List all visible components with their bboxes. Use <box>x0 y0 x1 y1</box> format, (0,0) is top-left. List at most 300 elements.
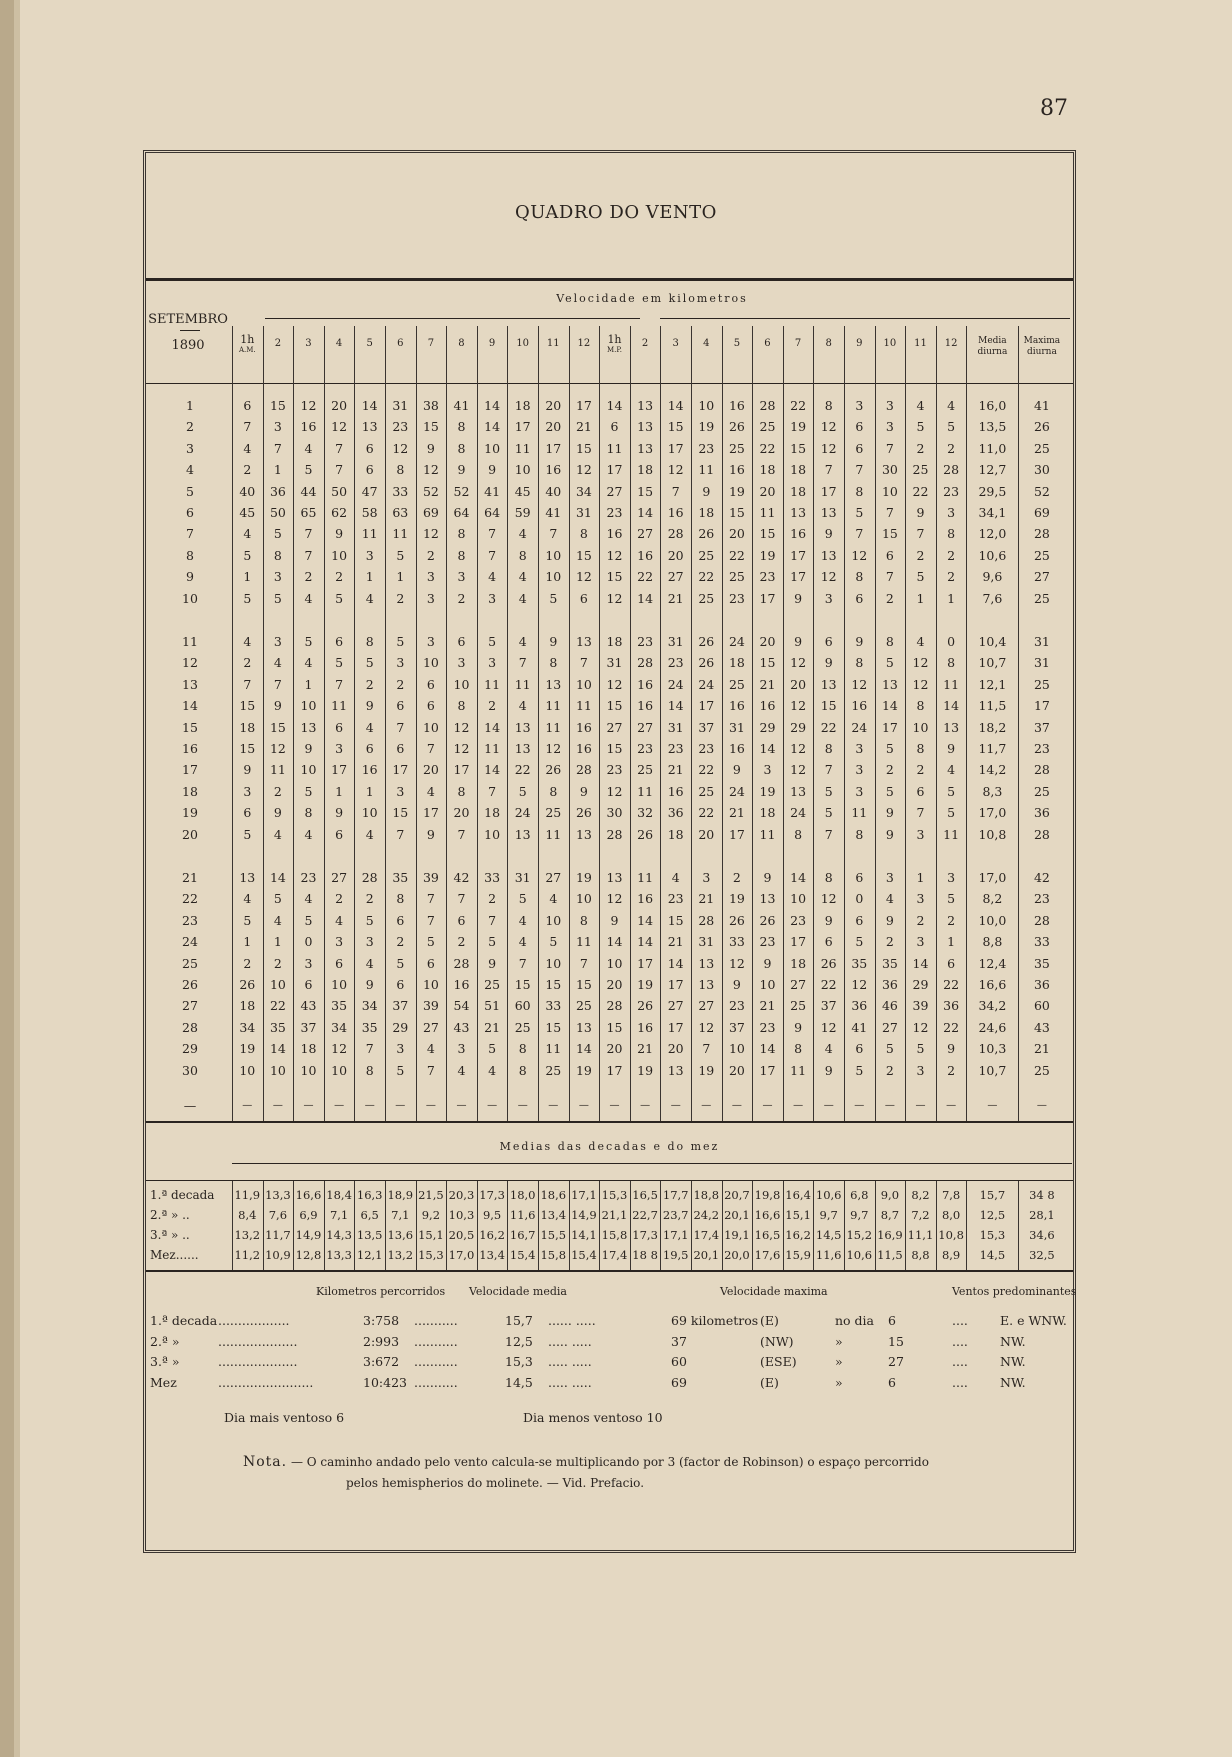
velocity-cell: 6 <box>426 698 435 714</box>
velocity-cell: 22 <box>269 998 286 1014</box>
velocity-cell: 22 <box>759 440 776 456</box>
velocity-cell: 25 <box>728 569 745 585</box>
average-cell: 16,3 <box>356 1188 383 1202</box>
velocity-cell: 16 <box>728 741 745 756</box>
velocity-cell: 65 <box>300 505 317 520</box>
velocity-cell: 32 <box>637 805 654 821</box>
velocity-cell: 17 <box>606 462 623 478</box>
velocity-cell: 5 <box>855 505 864 520</box>
velocity-cell: 9 <box>457 462 466 478</box>
average-cell: 10,6 <box>815 1188 842 1202</box>
average-cell: 17,3 <box>479 1188 505 1202</box>
velocity-cell: 6 <box>396 741 405 756</box>
velocity-cell: 12 <box>575 462 592 478</box>
summary-dots1: .................. <box>218 1313 290 1328</box>
velocity-cell: 8 <box>549 783 558 799</box>
maxima-diurna-cell: 60 <box>1033 998 1050 1014</box>
velocity-cell: 31 <box>698 934 715 950</box>
velocity-cell: 10 <box>300 762 317 778</box>
velocity-cell: 22 <box>698 762 715 778</box>
hour-header: 7 <box>427 338 435 349</box>
velocity-cell: 34 <box>239 1019 256 1035</box>
velocity-cell: 11 <box>484 741 501 756</box>
velocity-cell: 14 <box>637 934 654 950</box>
dash: — <box>334 1100 345 1111</box>
maxima-diurna-cell: 36 <box>1033 977 1050 992</box>
velocity-cell: 4 <box>304 826 313 842</box>
average-cell: 6,5 <box>360 1208 379 1222</box>
velocity-cell: 29 <box>392 1019 409 1035</box>
average-cell: 6,8 <box>850 1188 869 1202</box>
velocity-cell: 36 <box>269 483 286 499</box>
velocity-cell: 28 <box>943 462 960 478</box>
velocity-cell: 9 <box>794 634 803 649</box>
average-cell: 9,5 <box>482 1208 502 1222</box>
average-cell: 15,3 <box>418 1248 444 1262</box>
velocity-cell: 6 <box>365 440 374 456</box>
media-diurna-cell: 24,6 <box>978 1019 1007 1035</box>
day-number: 14 <box>182 698 198 714</box>
velocity-cell: 5 <box>549 934 558 950</box>
velocity-cell: 14 <box>637 912 654 928</box>
velocity-cell: 23 <box>392 419 409 435</box>
averages-rule-top <box>146 1180 1073 1181</box>
dash: — <box>487 1100 498 1111</box>
summary-label: 3.ª » <box>150 1354 180 1369</box>
velocity-cell: 9 <box>763 955 772 971</box>
velocity-cell: 15 <box>606 741 623 756</box>
velocity-cell: 7 <box>488 547 497 563</box>
velocity-cell: 2 <box>885 590 894 606</box>
velocity-cell: 18 <box>667 826 684 842</box>
velocity-cell: 7 <box>824 462 833 478</box>
velocity-cell: 7 <box>885 569 894 585</box>
hour-header: 6 <box>764 338 771 349</box>
velocity-cell: 10 <box>514 462 531 478</box>
velocity-cell: 8 <box>518 1041 527 1057</box>
velocity-cell: 6 <box>579 590 588 606</box>
velocity-cell: 14 <box>606 934 623 950</box>
year-label: 1890 <box>171 338 205 353</box>
page-edge <box>0 0 14 1757</box>
average-cell: 17,6 <box>754 1248 781 1262</box>
velocity-cell: 6 <box>610 419 619 435</box>
velocity-cell: 14 <box>637 590 654 606</box>
velocity-cell: 17 <box>790 547 807 563</box>
velocity-cell: 26 <box>698 634 715 649</box>
velocity-cell: 23 <box>759 1019 776 1035</box>
average-cell: 8,4 <box>238 1208 257 1222</box>
average-row-label: 2.ª » .. <box>150 1208 190 1222</box>
velocity-cell: 6 <box>824 634 833 649</box>
velocity-cell: 2 <box>885 762 894 778</box>
velocity-cell: 4 <box>365 826 374 842</box>
velocity-cell: 6 <box>335 719 344 735</box>
summary-dots3: ...... ..... <box>548 1313 596 1328</box>
velocity-cell: 11 <box>269 762 286 778</box>
velocity-cell: 23 <box>728 998 745 1014</box>
velocity-cell: 59 <box>514 505 531 520</box>
average-cell: 34,6 <box>1029 1228 1055 1242</box>
velocity-cell: 26 <box>637 826 654 842</box>
velocity-cell: 3 <box>947 505 956 520</box>
average-cell: 18,6 <box>540 1188 567 1202</box>
media-diurna-cell: 29,5 <box>978 483 1007 499</box>
velocity-cell: 17 <box>545 440 562 456</box>
summary-wind: NW. <box>1000 1333 1026 1349</box>
velocity-cell: 7 <box>824 826 833 842</box>
dash: — <box>272 1100 283 1111</box>
velocity-cell: 2 <box>916 547 925 563</box>
velocity-cell: 19 <box>575 1062 592 1078</box>
velocity-cell: 2 <box>488 698 497 714</box>
velocity-cell: 12 <box>851 547 868 563</box>
average-cell: 18,8 <box>693 1188 720 1202</box>
velocity-cell: 41 <box>545 505 562 520</box>
velocity-cell: 17 <box>392 762 409 778</box>
velocity-cell: 12 <box>728 955 745 971</box>
velocity-cell: 15 <box>606 1019 623 1035</box>
velocity-cell: 6 <box>396 977 405 992</box>
velocity-cell: 15 <box>545 1019 562 1035</box>
velocity-cell: 15 <box>239 698 256 714</box>
velocity-cell: 47 <box>361 483 378 499</box>
velocity-cell: 5 <box>824 783 833 799</box>
average-cell: 20,1 <box>693 1248 720 1262</box>
dash: — <box>915 1100 926 1111</box>
velocity-cell: 12 <box>422 526 439 542</box>
velocity-cell: 2 <box>273 955 282 971</box>
velocity-cell: 25 <box>545 805 562 821</box>
day-number: 23 <box>182 912 198 928</box>
maxima-diurna-cell: 41 <box>1033 398 1050 413</box>
velocity-cell: 19 <box>698 419 715 435</box>
velocity-cell: 1 <box>335 783 344 799</box>
day-number: 4 <box>186 462 194 478</box>
average-cell: 20,1 <box>724 1208 750 1222</box>
velocity-cell: 4 <box>304 590 313 606</box>
velocity-cell: 5 <box>885 741 894 756</box>
velocity-cell: 36 <box>943 998 960 1014</box>
average-cell: 23,7 <box>662 1208 689 1222</box>
hour-header: 4 <box>703 338 710 349</box>
velocity-cell: 10 <box>545 912 562 928</box>
velocity-cell: 50 <box>269 505 286 520</box>
velocity-cell: 69 <box>422 505 439 520</box>
velocity-cell: 21 <box>667 590 684 606</box>
velocity-cell: 31 <box>606 655 623 671</box>
velocity-cell: 13 <box>239 870 256 885</box>
velocity-cell: 11 <box>545 719 562 735</box>
maxima-diurna-cell: 42 <box>1033 870 1050 885</box>
velocity-cell: 8 <box>855 483 864 499</box>
velocity-cell: 17 <box>331 762 348 778</box>
velocity-cell: 16 <box>300 419 317 435</box>
velocity-cell: 23 <box>637 741 654 756</box>
velocity-cell: 25 <box>698 547 715 563</box>
velocity-cell: 13 <box>514 741 531 756</box>
velocity-cell: 17 <box>881 719 898 735</box>
velocity-cell: 4 <box>426 783 435 799</box>
dash: — <box>670 1100 681 1111</box>
velocity-cell: 15 <box>239 741 256 756</box>
media-diurna-cell: 11,5 <box>978 698 1007 714</box>
velocity-cell: 5 <box>304 634 313 649</box>
velocity-cell: 3 <box>273 419 282 435</box>
velocity-cell: 9 <box>824 655 833 671</box>
velocity-cell: 14 <box>484 762 501 778</box>
velocity-cell: 31 <box>392 398 409 413</box>
velocity-cell: 9 <box>488 955 497 971</box>
velocity-cell: 8 <box>549 655 558 671</box>
average-cell: 10,6 <box>846 1248 873 1262</box>
velocity-cell: 16 <box>606 526 623 542</box>
summary-header-velocity: Velocidade media <box>469 1285 567 1298</box>
velocity-cell: 8 <box>824 398 833 413</box>
velocity-cell: 25 <box>698 590 715 606</box>
velocity-cell: 11 <box>790 1062 807 1078</box>
velocity-cell: 8 <box>885 634 894 649</box>
velocity-cell: 23 <box>637 634 654 649</box>
velocity-cell: 9 <box>794 590 803 606</box>
velocity-cell: 10 <box>484 440 501 456</box>
velocity-cell: 14 <box>881 698 898 714</box>
velocity-cell: 8 <box>824 870 833 885</box>
velocity-cell: 12 <box>545 741 562 756</box>
velocity-cell: 2 <box>732 870 741 885</box>
day-number: 2 <box>186 419 194 435</box>
hour-header: 12 <box>577 338 591 349</box>
velocity-cell: 5 <box>885 783 894 799</box>
average-row-label: 3.ª » .. <box>150 1228 190 1242</box>
summary-day: 6 <box>888 1374 896 1390</box>
average-cell: 15,2 <box>846 1228 873 1242</box>
velocity-cell: 64 <box>453 505 470 520</box>
day-number: 24 <box>182 934 198 950</box>
dash: — <box>425 1100 436 1111</box>
maxima-diurna-cell: 25 <box>1033 783 1050 799</box>
velocity-cell: 23 <box>698 440 715 456</box>
velocity-cell: 52 <box>453 483 470 499</box>
velocity-cell: 14 <box>484 719 501 735</box>
velocity-cell: 19 <box>637 977 654 992</box>
velocity-cell: 11 <box>484 676 501 692</box>
velocity-cell: 5 <box>365 912 374 928</box>
average-cell: 20,7 <box>724 1188 750 1202</box>
velocity-cell: 5 <box>916 569 925 585</box>
velocity-cell: 27 <box>637 719 654 735</box>
average-cell: 14,5 <box>979 1248 1006 1262</box>
average-cell: 11,5 <box>877 1248 903 1262</box>
day-number: 13 <box>182 676 198 692</box>
velocity-cell: 13 <box>361 419 378 435</box>
velocity-cell: 4 <box>488 569 497 585</box>
velocity-cell: 16 <box>790 526 807 542</box>
velocity-cell: 9 <box>794 1019 803 1035</box>
velocity-cell: 15 <box>514 977 531 992</box>
velocity-cell: 13 <box>575 634 592 649</box>
velocity-cell: 12 <box>820 440 837 456</box>
velocity-cell: 36 <box>667 805 684 821</box>
velocity-cell: 12 <box>331 419 348 435</box>
velocity-cell: 10 <box>728 1041 745 1057</box>
velocity-cell: 11 <box>759 826 776 842</box>
velocity-cell: 37 <box>698 719 715 735</box>
velocity-cell: 9 <box>885 826 894 842</box>
velocity-cell: 5 <box>488 1041 497 1057</box>
velocity-cell: 24 <box>698 676 715 692</box>
velocity-cell: 18 <box>790 462 807 478</box>
velocity-cell: 27 <box>331 870 348 885</box>
velocity-cell: 28 <box>759 398 776 413</box>
velocity-cell: 5 <box>426 934 435 950</box>
velocity-cell: 2 <box>273 783 282 799</box>
velocity-cell: 7 <box>273 676 282 692</box>
average-cell: 14,9 <box>571 1208 597 1222</box>
velocity-cell: 12 <box>912 1019 929 1035</box>
velocity-cell: 3 <box>702 870 711 885</box>
summary-dots4: .... <box>952 1374 968 1390</box>
velocity-cell: 33 <box>728 934 745 950</box>
velocity-cell: 1 <box>396 569 405 585</box>
velocity-cell: 6 <box>243 805 252 821</box>
velocity-cell: 7 <box>855 526 864 542</box>
velocity-cell: 26 <box>239 977 256 992</box>
velocity-cell: 20 <box>331 398 348 413</box>
velocity-cell: 4 <box>365 590 374 606</box>
velocity-cell: 9 <box>549 634 558 649</box>
maxima-diurna-cell: 17 <box>1033 698 1050 714</box>
velocity-cell: 4 <box>885 891 894 907</box>
velocity-cell: 8 <box>947 526 956 542</box>
velocity-cell: 17 <box>698 698 715 714</box>
average-cell: 21,5 <box>418 1188 444 1202</box>
velocity-cell: 6 <box>855 912 864 928</box>
velocity-cell: 20 <box>422 762 439 778</box>
velocity-cell: 13 <box>575 1019 592 1035</box>
velocity-cell: 9 <box>732 762 741 778</box>
velocity-cell: 9 <box>579 783 588 799</box>
velocity-cell: 11 <box>545 826 562 842</box>
velocity-cell: 22 <box>637 569 654 585</box>
velocity-cell: 8 <box>518 1062 527 1078</box>
day-number: 29 <box>182 1041 198 1057</box>
day-number: 5 <box>186 483 194 499</box>
velocity-cell: 13 <box>575 826 592 842</box>
velocity-cell: 9 <box>947 741 956 756</box>
average-cell: 12,8 <box>295 1248 322 1262</box>
velocity-cell: 22 <box>698 805 715 821</box>
velocity-cell: 5 <box>335 590 344 606</box>
velocity-cell: 10 <box>422 655 439 671</box>
velocity-cell: 3 <box>916 891 925 907</box>
velocity-cell: 31 <box>514 870 531 885</box>
dash: — <box>548 1100 559 1111</box>
dash: — <box>1036 1100 1047 1111</box>
velocity-cell: 18 <box>759 805 776 821</box>
note-label: Nota. <box>243 1454 288 1470</box>
velocity-cell: 15 <box>269 719 286 735</box>
velocity-cell: 64 <box>484 505 501 520</box>
velocity-cell: 17 <box>667 1019 684 1035</box>
velocity-cell: 22 <box>943 1019 960 1035</box>
media-diurna-cell: 16,6 <box>978 977 1007 992</box>
velocity-cell: 5 <box>947 783 956 799</box>
average-cell: 11,2 <box>234 1248 261 1262</box>
average-cell: 12,1 <box>356 1248 383 1262</box>
summary-wind: NW. <box>1000 1374 1026 1390</box>
velocity-cell: 20 <box>667 1041 684 1057</box>
maxima-diurna-cell: 33 <box>1033 934 1050 950</box>
velocity-cell: 21 <box>759 676 776 692</box>
velocity-cell: 7 <box>273 440 282 456</box>
velocity-cell: 6 <box>396 912 405 928</box>
velocity-cell: 2 <box>243 955 252 971</box>
velocity-cell: 9 <box>702 483 711 499</box>
maxima-diurna-cell: 37 <box>1033 719 1050 735</box>
hour-header: 4 <box>335 338 343 349</box>
hour-header: 9 <box>856 338 863 349</box>
velocity-cell: 12 <box>820 891 837 907</box>
velocity-cell: 43 <box>453 1019 470 1035</box>
dash: — <box>517 1100 528 1111</box>
summary-label: Mez <box>150 1374 177 1390</box>
velocity-cell: 7 <box>457 826 466 842</box>
velocity-cell: 12 <box>790 655 807 671</box>
velocity-cell: 19 <box>239 1041 256 1057</box>
velocity-cell: 12 <box>606 547 623 563</box>
velocity-cell: 3 <box>885 419 894 435</box>
velocity-cell: 9 <box>885 912 894 928</box>
velocity-cell: 34 <box>331 1019 348 1035</box>
velocity-cell: 4 <box>518 569 527 585</box>
day-number: 12 <box>182 655 198 671</box>
velocity-cell: 7 <box>335 462 344 478</box>
average-row-label: Mez...... <box>150 1248 199 1262</box>
velocity-cell: 29 <box>790 719 807 735</box>
velocity-cell: 20 <box>790 676 807 692</box>
velocity-cell: 5 <box>304 783 313 799</box>
average-cell: 28,1 <box>1029 1208 1055 1222</box>
maxima-diurna-cell: 25 <box>1033 547 1050 563</box>
average-cell: 13,2 <box>387 1248 414 1262</box>
velocity-cell: 4 <box>426 1041 435 1057</box>
summary-day-label: » <box>835 1374 843 1390</box>
velocity-cell: 38 <box>422 398 439 413</box>
velocity-cell: 3 <box>885 870 894 885</box>
dash: — <box>854 1100 865 1111</box>
maxima-diurna-cell: 26 <box>1033 419 1050 435</box>
velocity-cell: 2 <box>885 1062 894 1078</box>
average-cell: 11,9 <box>234 1188 261 1202</box>
summary-dir: (ESE) <box>760 1354 797 1369</box>
velocity-cell: 10 <box>575 676 592 692</box>
velocity-cell: 9 <box>365 698 374 714</box>
velocity-cell: 24 <box>514 805 531 821</box>
summary-km: 3:758 <box>363 1313 400 1328</box>
velocity-cell: 25 <box>545 1062 562 1078</box>
average-cell: 16,2 <box>785 1228 811 1242</box>
velocity-cell: 28 <box>575 762 592 778</box>
velocity-cell: 18 <box>790 483 807 499</box>
dash: — <box>395 1100 406 1111</box>
average-cell: 16,5 <box>754 1228 781 1242</box>
velocity-cell: 35 <box>392 870 409 885</box>
velocity-cell: 17 <box>728 826 745 842</box>
velocity-cell: 12 <box>851 676 868 692</box>
velocity-cell: 3 <box>855 762 864 778</box>
velocity-cell: 9 <box>335 805 344 821</box>
